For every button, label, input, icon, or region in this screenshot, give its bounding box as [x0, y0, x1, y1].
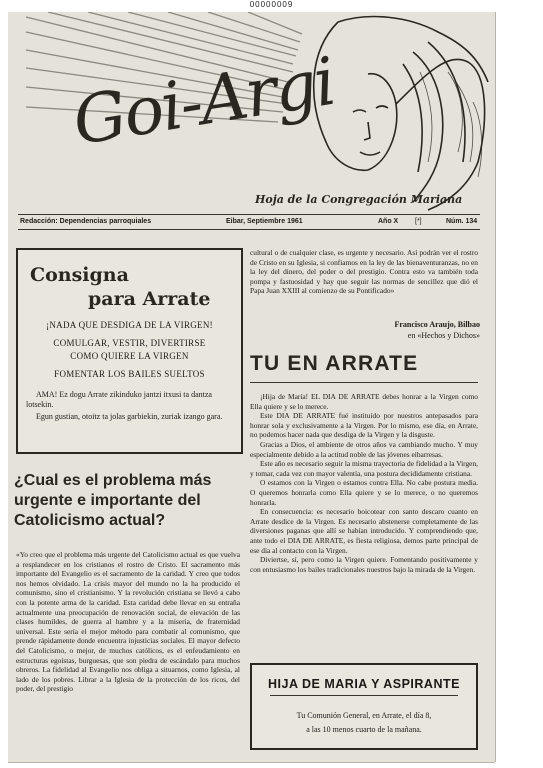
separator: [*]: [415, 218, 422, 225]
question-body: «Yo creo que el problema más urgente del Catolicismo actual es que vuelva a resplandecer en los cristianos el rostro de Cristo. El sacramento más importante del Evangelio es el sacramento de la caridad. Y creo que todos nos hemos olvidado. La crisis mayor del mundo no la ha producido el comunismo, sino el cristianismo. Y la revolución cristiana se llevó a cabo con la potente arma de la caridad. Esta caridad debe llevar en su entraña actualmente una preocupación de renovación social, de elevación de las clases humildes, de guerra al hambre y a la miseria, de fraternidad universal. Este sería el mejor método para combatir al comunismo, que prende rápidamente donde encuentra injusticias sociales. El mayor defecto del Catolicismo, o mejor, de muchos católicos, es el enfeudamiento en estructuras egoístas, burguesas, que son piedra de escándalo para muchos obreros. La fidelidad al Evangelio nos obliga a situarnos, como Iglesia, al lado de los pobres. Librar a la Iglesia de la protección de los ricos, del poder, del prestigio: [16, 550, 240, 694]
hija-de-maria-box: [250, 663, 478, 750]
year-label: Año X: [378, 218, 399, 225]
hija-line: Tu Comunión General, en Arrate, el día 8,: [296, 711, 432, 720]
arrate-paragraph: O estamos con la Virgen o estamos contra Ella. No cabe postura media. O queremos honrarla como Ella quiere y se lo merece, o no queremos honrarla.: [250, 478, 478, 507]
arrate-headline: TU EN ARRATE: [250, 352, 478, 383]
consigna-basque-text: AMA! Ez dogu Arrate zikinduko jantzi itxusi ta dantza lotsekin.: [26, 390, 212, 409]
masthead: [8, 12, 495, 217]
masthead-subtitle: Hoja de la Congregación Mariana: [255, 193, 463, 206]
consigna-title-2: para Arrate: [88, 288, 211, 310]
arrate-paragraph: Este DIA DE ARRATE fué instituído por nuestros antepasados para honrar sola y exclusivamente a la Virgen. Por lo mismo, ese día, en Arrate, no podemos hacer nada que desdiga de la Virgen y la disguste.: [250, 411, 478, 440]
continuation-body: cultural o de cualquier clase, es urgente y necesario. Así podrán ver el rostro de Cristo en su Iglesia, si confiamos en la ley de las bienaventuranzas, no en la ley del dinero, del poder o del prestigio. Contra esto va también toda pompa y fastuosidad y hay que seguir las normas de sencillez que dió el Papa Juan XXIII al comienzo de su Pontificado»: [250, 248, 478, 296]
hija-headline: HIJA DE MARIA Y ASPIRANTE: [252, 677, 476, 691]
hija-line: a las 10 menos cuarto de la mañana.: [306, 725, 422, 734]
consigna-title: Consigna: [30, 264, 129, 286]
arrate-article: [250, 392, 478, 574]
redaccion-text: Redacción: Dependencias parroquiales: [20, 218, 152, 225]
question-headline: ¿Cual es el problema más urgente e importante del Catolicismo actual?: [14, 472, 212, 529]
consigna-line: ¡NADA QUE DESDIGA DE LA VIRGEN!: [46, 320, 213, 330]
arrate-paragraph: En consecuencia: es necesario boicotear con santo descaro cuanto en Arrate desdice de la Virgen. Es necesario abstenerse completamente de las diversiones paganas que allí se habían introducido. Y comprendiendo que, ante todo el DIA DE ARRATE, es fiesta religiosa, demos parte principal de ese día al contacto con la Virgen.: [250, 507, 478, 555]
newspaper-page: [8, 12, 495, 762]
consigna-line: FOMENTAR LOS BAILES SUELTOS: [54, 369, 205, 379]
issue-info-bar: [18, 214, 480, 230]
arrate-paragraph: Diviertse, sí, pero como la Virgen quiere. Fomentando positivamente y con entusiasmo los bailes tradicionales nuestros bajo la mirada de la Virgen.: [250, 555, 478, 574]
author-source: en «Hechos y Dichos»: [407, 331, 480, 340]
arrate-paragraph: ¡Hija de María! EL DIA DE ARRATE debes honrar a la Virgen como Ella quiere y se lo merece.: [250, 392, 478, 411]
consigna-basque-text: Egun gustian, otoitz ta jolas garbiekin, zuriak izango gara.: [36, 412, 223, 421]
arrate-paragraph: Gracias a Dios, el ambiente de otros años va cambiando mucho. Y muy especialmente debido a la actitud noble de las jóvenes eibarresas.: [250, 439, 478, 459]
scan-id: 00000009: [249, 0, 294, 9]
place-date: Eibar, Septiembre 1961: [226, 218, 303, 225]
arrate-paragraph: Este año es necesario seguir la misma trayectoria de fidelidad a la Virgen, y tomar, cada vez con mayor valentía, una postura decididamente cristiana.: [250, 459, 478, 478]
consigna-box: [16, 248, 243, 454]
consigna-line: COMO QUIERE LA VIRGEN: [70, 351, 189, 361]
consigna-line: COMULGAR, VESTIR, DIVERTIRSE: [53, 338, 206, 348]
author-signature: Francisco Araujo, Bilbao: [394, 320, 480, 329]
issue-number: Núm. 134: [446, 218, 478, 225]
masthead-logo: Goi-Argi: [68, 42, 340, 161]
